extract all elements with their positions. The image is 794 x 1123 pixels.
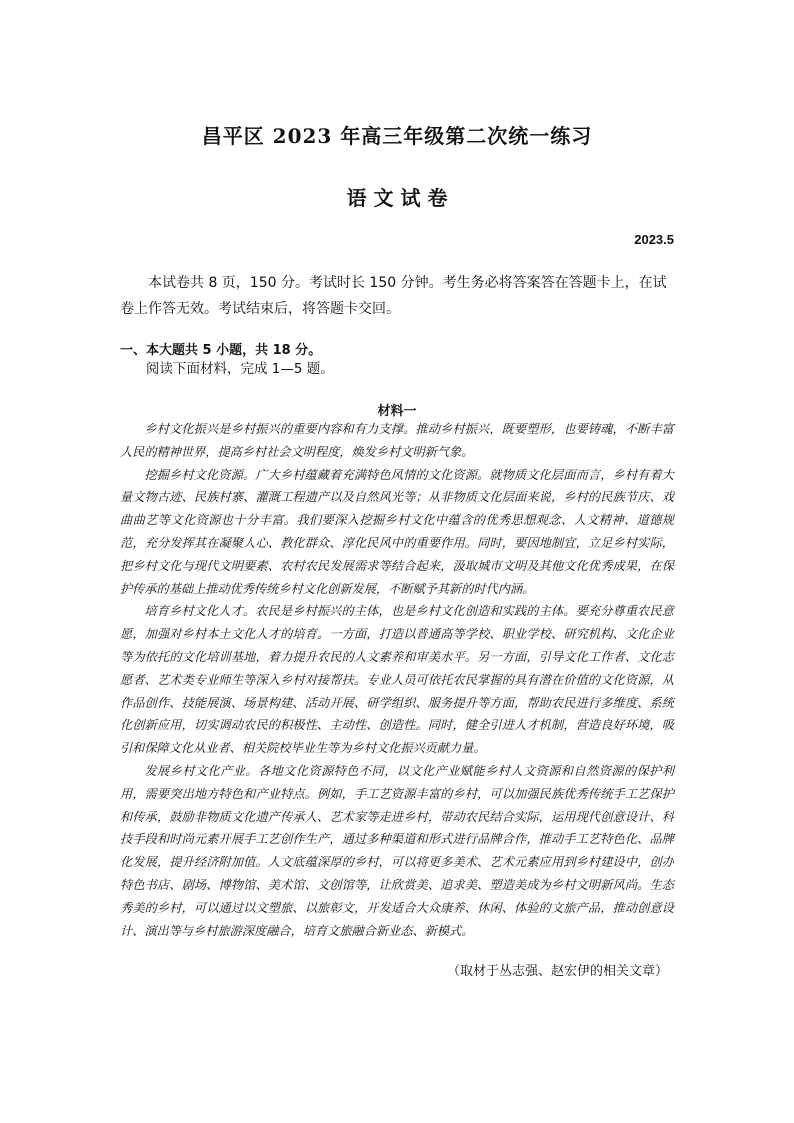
material-paragraph: 乡村文化振兴是乡村振兴的重要内容和有力支撑。推动乡村振兴，既要塑形，也要铸魂，不断丰富人民的精神世界，提高乡村社会文明程度，焕发乡村文明新气象。: [120, 422, 674, 459]
material-source: （取材于丛志强、赵宏伊的相关文章）: [446, 964, 668, 979]
exam-title: 昌平区 2023 年高三年级第二次统一练习: [201, 124, 593, 148]
section-heading: 一、本大题共 5 小题，共 18 分。: [120, 343, 322, 358]
exam-instructions: 本试卷共 8 页，150 分。考试时长 150 分钟。考生务必将答案答在答题卡上，在试卷上作答无效。考试结束后，将答题卡交回。: [120, 275, 667, 317]
material-heading: 材料一: [377, 404, 417, 419]
exam-date: 2023.5: [634, 232, 674, 247]
section-instruction: 阅读下面材料，完成 1—5 题。: [146, 361, 334, 377]
exam-subject: 语 文 试 卷: [346, 186, 448, 210]
material-paragraph: 挖掘乡村文化资源。广大乡村蕴藏着充满特色风情的文化资源。就物质文化层面而言，乡村有着大量文物古迹、民族村寨、灌溉工程遗产以及自然风光等；从非物质文化层面来说，乡村的民族节庆、戏曲曲艺等文化资源也十分丰富。我们要深入挖掘乡村文化中蕴含的优秀思想观念、人文精神、道德规范，充分发挥其在凝聚人心、教化群众、淳化民风中的重要作用。同时，要因地制宜，立足乡村实际，把乡村文化与现代文明要素、农村农民发展需求等结合起来，汲取城市文明及其他文化优秀成果，在保护传承的基础上推动优秀传统乡村文化创新发展，不断赋予其新的时代内涵。: [120, 467, 674, 596]
material-paragraph: 发展乡村文化产业。各地文化资源特色不同，以文化产业赋能乡村人文资源和自然资源的保护利用，需要突出地方特色和产业特点。例如，手工艺资源丰富的乡村，可以加强民族优秀传统手工艺保护和传承，鼓励非物质文化遗产传承人、艺术家等走进乡村，带动农民结合实际，运用现代创意设计、科技手段和时尚元素开展手工艺创作生产，通过多种渠道和形式进行品牌合作，推动手工艺特色化、品牌化发展，提升经济附加值。人文底蕴深厚的乡村，可以将更多美术、艺术元素应用到乡村建设中，创办特色书店、剧场、博物馆、美术馆、文创馆等，让欣赏美、追求美、塑造美成为乡村文明新风尚。生态秀美的乡村，可以通过以文塑旅、以旅彰文，开发适合大众康养、休闲、体验的文旅产品，推动创意设计、演出等与乡村旅游深度融合，培育文旅融合新业态、新模式。: [120, 763, 674, 938]
material-paragraph: 培育乡村文化人才。农民是乡村振兴的主体，也是乡村文化创造和实践的主体。要充分尊重农民意愿，加强对乡村本土文化人才的培育。一方面，打造以普通高等学校、职业学校、研究机构、文化企业等为依托的文化培训基地，着力提升农民的人文素养和审美水平。另一方面，引导文化工作者、文化志愿者、艺术类专业师生等深入乡村对接帮扶。专业人员可依托农民掌握的具有潜在价值的文化资源，从作品创作、技能展演、场景构建、活动开展、研学组织、服务提升等方面，帮助农民进行多维度、系统化创新应用，切实调动农民的积极性、主动性、创造性。同时，健全引进人才机制，营造良好环境，吸引和保障文化从业者、相关院校毕业生等为乡村文化振兴贡献力量。: [120, 604, 674, 756]
material-body: [120, 418, 674, 942]
